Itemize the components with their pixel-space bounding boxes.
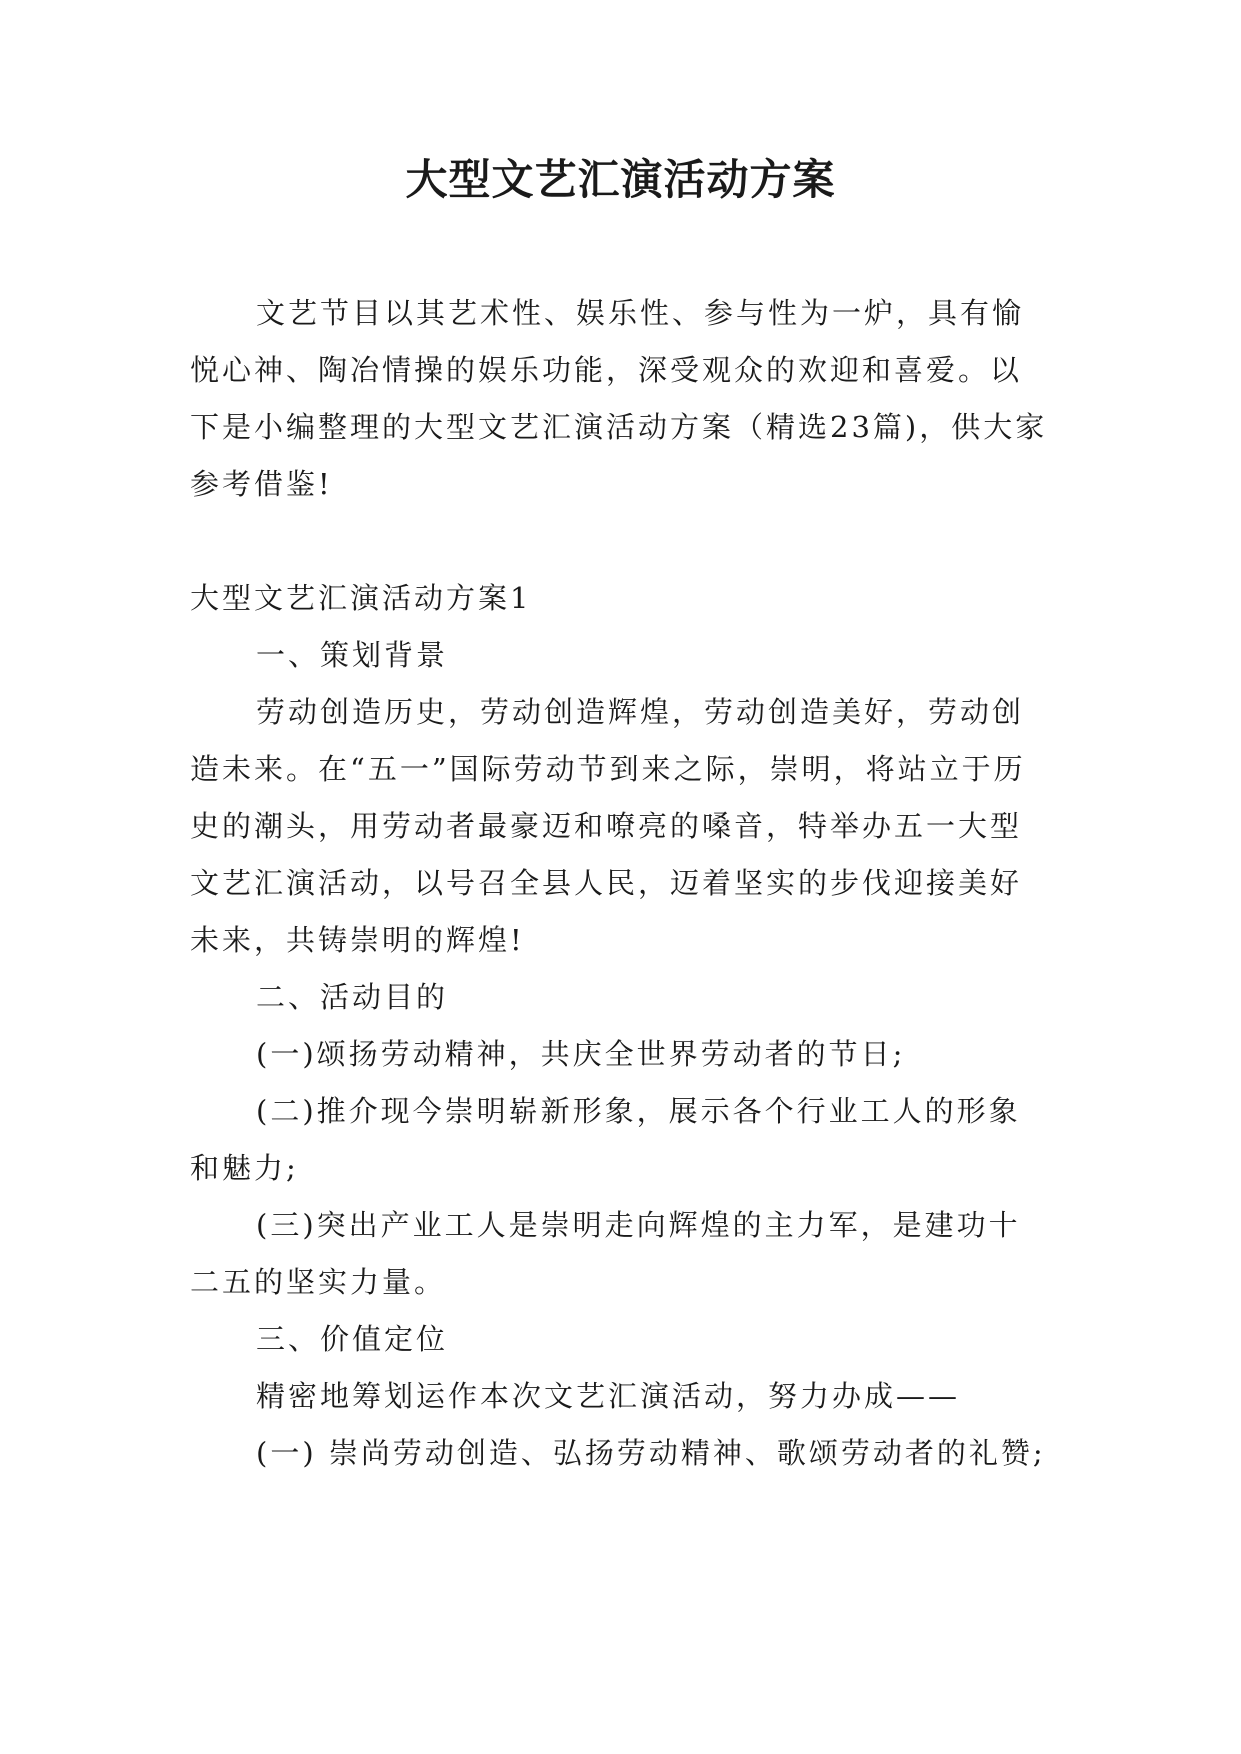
positioning-paragraph: 精密地筹划运作本次文艺汇演活动，努力办成—— <box>256 1379 961 1413</box>
background-paragraph: 劳动创造历史，劳动创造辉煌，劳动创造美好，劳动创造未来。在“五一”国际劳动节到来之际，崇明，将站立于历史的潮头，用劳动者最豪迈和嘹亮的嗓音，特举办五一大型文艺汇演活动，以号召全县人民，迈着坚实的步伐迎接美好未来，共铸崇明的辉煌! <box>190 695 1026 957</box>
document-body <box>190 285 1050 1482</box>
heading-planning-background: 一、策划背景 <box>256 638 449 672</box>
heading-value-positioning: 三、价值定位 <box>256 1322 449 1356</box>
purpose-item-2: (二)推介现今崇明崭新形象，展示各个行业工人的形象和魅力; <box>190 1094 1021 1185</box>
purpose-item-3: (三)突出产业工人是崇明走向辉煌的主力军，是建功十二五的坚实力量。 <box>190 1208 1021 1299</box>
section-title: 大型文艺汇演活动方案1 <box>190 581 532 615</box>
intro-paragraph: 文艺节目以其艺术性、娱乐性、参与性为一炉，具有愉悦心神、陶冶情操的娱乐功能，深受观众的欢迎和喜爱。以下是小编整理的大型文艺汇演活动方案（精选23篇)，供大家参考借鉴! <box>190 296 1048 501</box>
document-title: 大型文艺汇演活动方案 <box>405 155 836 204</box>
paragraph-gap <box>190 513 1050 570</box>
positioning-item-1: (一) 崇尚劳动创造、弘扬劳动精神、歌颂劳动者的礼赞; <box>256 1436 1046 1470</box>
purpose-item-1: (一)颂扬劳动精神，共庆全世界劳动者的节日; <box>256 1037 906 1071</box>
heading-activity-purpose: 二、活动目的 <box>256 980 449 1014</box>
